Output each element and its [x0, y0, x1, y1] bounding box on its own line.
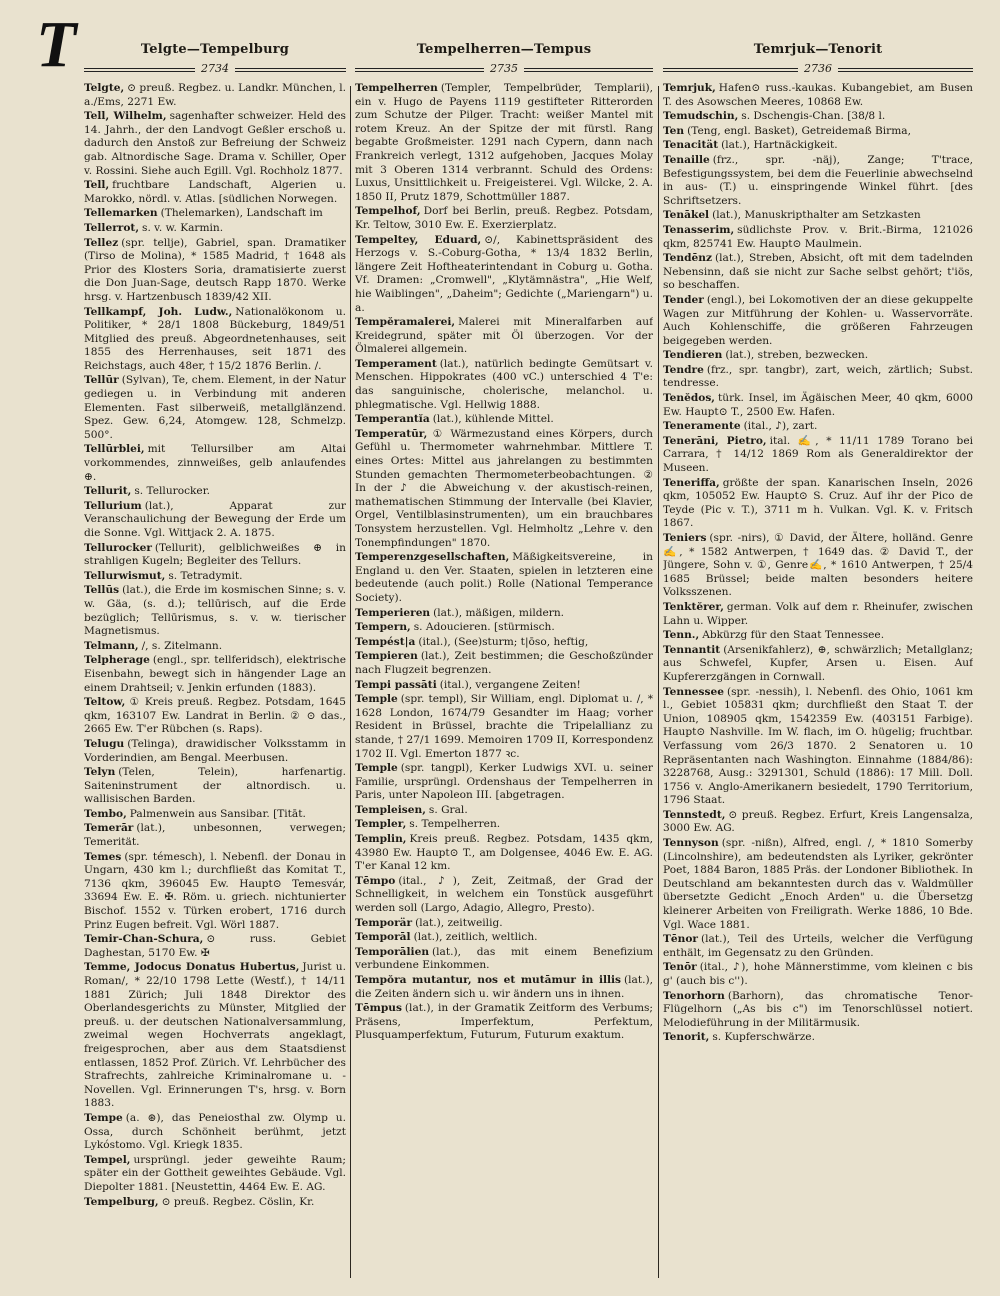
entry-text: ⊙/, Kabinettspräsident des Herzogs v. S.-Coburg-Gotha, * 13/4 1832 Berlin, längere Zeit Hoftheaterintendant in Coburg u. Gotha. Vf. Dramen: „Cromwell", „Klytämnästra", „Hie Welf, hie Waiblingen", „Daheim"; Gedichte („Mariengarn") u. a.: [355, 233, 653, 314]
dictionary-entry: [84, 584, 346, 638]
entry-text: ⊙ preuß. Regbez. u. Landkr. München, l. a./Ems, 2271 Ew.: [84, 82, 346, 108]
entry-headword: Tēnor: [663, 933, 698, 946]
entry-headword: Telmann,: [84, 639, 139, 652]
dictionary-entry: [84, 570, 346, 584]
entry-headword: Temme, Jodocus Donatus Hubertus,: [84, 961, 300, 974]
entry-text: /, s. Zitelmann.: [141, 639, 223, 652]
entry-text: fruchtbare Landschaft, Algerien u. Marokko, nördl. v. Atlas. [südlichen Norwegen.: [84, 179, 346, 205]
entry-headword: Tellurocker: [84, 541, 152, 554]
entry-text: ⊙ preuß. Regbez. Erfurt, Kreis Langensalza, 3000 Ew. AG.: [663, 808, 973, 835]
dictionary-entry: [355, 875, 653, 916]
entry-text: (lat.), die Erde im kosmischen Sinne; s. v. w. Gäa, (s. d.); tellūrisch, auf die Erde bezüglich; Tellūrismus, s. v. w. tierischer Magnetismus.: [84, 584, 346, 638]
entry-headword: Tellūs: [84, 584, 120, 597]
entry-headword: Temperenzgesellschaften,: [355, 551, 510, 564]
entry-headword: Temperament: [355, 357, 437, 370]
entry-headword: Tempŏra mutantur, nos et mutāmur in illis: [355, 974, 622, 986]
entry-text: Kreis preuß. Regbez. Potsdam, 1435 qkm, 43980 Ew. Haupt⊙ T., am Dolgensee, 4046 Ew. E. AG. T'er Kanal 12 km.: [355, 833, 653, 873]
dictionary-entry: [84, 500, 346, 541]
entry-text: Palmenwein aus Sansibar. [Titāt.: [129, 807, 306, 820]
dictionary-entry: [355, 946, 653, 973]
dictionary-entry: [84, 1112, 346, 1153]
entry-text: (ital., ♪), zart.: [743, 420, 818, 433]
entry-text: (Teng, engl. Basket), Getreidemaß Birma,: [687, 124, 911, 137]
entry-text: Mäßigkeitsvereine, in England u. den Ver. Staaten, spielen in letzteren eine bedeutende (auch polit.) Rolle (National Temperance Society).: [355, 551, 653, 604]
dictionary-entry: [84, 961, 346, 1111]
dictionary-entry: [663, 961, 973, 988]
entry-text: türk. Insel, im Ägäischen Meer, 40 qkm, 6000 Ew. Haupt⊙ T., 2500 Ew. Hafen.: [663, 392, 973, 418]
dictionary-entry: [663, 224, 973, 251]
dictionary-entry: [84, 851, 346, 933]
entry-headword: Temerār: [84, 822, 134, 835]
dictionary-entry: [663, 601, 973, 628]
dictionary-entry: [355, 762, 653, 803]
dictionary-entry: [663, 392, 973, 419]
entry-text: Jurist u. Roman/, * 22/10 1798 Lette (Westf.), † 14/11 1881 Zürich; Juli 1848 Direktor des Oberlandesgerichts zu Münster, Mitglied der preuß. u. der deutschen Nationalversammlung, zweimal wegen Hochverrats angeklagt, freigesprochen, aber aus dem Staatsdienst entlassen, 1852 Prof. Zürich. Vf. Lehrbücher des Strafrechts, zahlreiche Kriminalromane u. -Novellen. Vgl. Erinnerungen T's, hrsg. v. Born 1883.: [84, 961, 346, 1110]
dictionary-entry: [84, 485, 346, 499]
entry-text: s. Kupferschwärze.: [712, 1031, 815, 1044]
entry-text: (lat.), Manuskripthalter am Setzkasten: [712, 209, 921, 222]
dictionary-entry: [663, 125, 973, 139]
dictionary-entry: [84, 207, 346, 221]
column-3: [663, 40, 973, 1280]
entry-headword: Tellemarken: [84, 207, 158, 220]
entry-text: (Tellurit), gelblichweißes ⊕ in strahligen Kugeln; Begleiter des Tellurs.: [84, 541, 346, 568]
dictionary-entry: [84, 1196, 346, 1210]
entry-text: s. Dschengis-Chan. [38/8 l.: [741, 110, 886, 123]
entry-text: (Templer, Tempelbrüder, Templarii), ein v. Hugo de Payens 1119 gestifteter Ritterorden zum Schutze der Pilger. Tracht: weißer Mantel mit rotem Kreuz. An der Spitze der mit fürstl. Rang begabte Großmeister. 1291 nach Cypern, dann nach Frankreich verlegt, 1312 aufgehoben, Jacques Molay mit 3 Oberen 1314 verbrannt. Schuld des Ordens: Luxus, Unsittlichkeit u. Freigeisterei. Vgl. Wilcke, 2. A. 1850 II, Prutz 1879, Schottmüller 1887.: [355, 82, 653, 203]
entry-headword: Templeisen,: [355, 803, 426, 816]
entry-headword: Tendēnz: [663, 252, 712, 265]
column-1-entries: [84, 82, 346, 1209]
column-3-entries: [663, 82, 973, 1045]
entry-text: (lat.), unbesonnen, verwegen; Temerität.: [84, 822, 346, 849]
entry-headword: Tendre: [663, 363, 704, 376]
dictionary-entry: [663, 644, 973, 685]
entry-headword: Tenākel: [663, 209, 710, 222]
entry-headword: Temrjuk,: [663, 82, 716, 94]
entry-text: (lat.), Teil des Urteils, welcher die Verfügung enthält, im Gegensatz zu den Gründen.: [663, 933, 973, 959]
entry-text: (lat.), in der Gramatik Zeitform des Verbums; Präsens, Imperfektum, Perfektum, Plusquamperfektum, Futurum, Futurum exaktum.: [355, 1002, 653, 1042]
entry-headword: Tempi passāti: [355, 678, 437, 691]
dictionary-entry: [663, 154, 973, 208]
entry-headword: Temperieren: [355, 606, 431, 619]
entry-headword: Telyn: [84, 766, 116, 779]
entry-text: s. Gral.: [428, 803, 468, 816]
dictionary-entry: [84, 237, 346, 305]
entry-text: (ital.), (See)sturm; t|ōso, heftig,: [418, 635, 589, 648]
entry-headword: Tempelherren: [355, 82, 438, 94]
entry-headword: Tellez: [84, 236, 119, 249]
entry-text: Abkürzg für den Staat Tennessee.: [702, 629, 885, 642]
dictionary-entry: [84, 738, 346, 765]
dictionary-entry: [84, 222, 346, 236]
entry-headword: Tellkampf, Joh. Ludw.,: [84, 305, 233, 318]
entry-headword: Tenōr: [663, 961, 697, 974]
entry-text: ⊙ russ. Gebiet Daghestan, 5170 Ew. ✠: [84, 933, 346, 959]
entry-text: (Arsenikfahlerz), ⊕, schwärzlich; Metallglanz; aus Schwefel, Kupfer, Arsen u. Eisen. Auf Kupfererzgängen in Cornwall.: [663, 643, 973, 683]
entry-headword: Tennantit: [663, 643, 721, 656]
entry-headword: Tellurit,: [84, 485, 132, 498]
dictionary-entry: [663, 1031, 973, 1045]
entry-headword: Tenn.,: [663, 629, 700, 642]
entry-text: mit Tellursilber am Altai vorkommendes, zinnweißes, gelb anlaufendes ⊕.: [84, 443, 346, 483]
dictionary-entry: [663, 686, 973, 808]
dictionary-entry: [84, 110, 346, 178]
entry-headword: Telugu: [84, 737, 125, 750]
entry-text: (lat.), die Zeiten ändern sich u. wir ändern uns in ihnen.: [355, 974, 653, 1000]
page-number-2: 2735: [484, 62, 524, 75]
dictionary-entry: [355, 428, 653, 550]
dictionary-entry: [355, 974, 653, 1001]
column-3-rule: [663, 64, 973, 76]
dictionary-entry: [355, 804, 653, 818]
dictionary-entry: [663, 252, 973, 293]
entry-headword: Tempel,: [84, 1153, 131, 1166]
entry-headword: Teltow,: [84, 696, 126, 709]
entry-text: (lat.), Apparat zur Veranschaulichung der Bewegung der Erde um die Sonne. Vgl. Wittjack 2. A. 1875.: [84, 499, 346, 539]
dictionary-entry: [84, 542, 346, 569]
entry-text: ursprüngl. jeder geweihte Raum; später ein der Gottheit geweihtes Gebäude. Vgl. Diepolter 1881. [Neustettin, 4464 Ew. E. AG.: [84, 1153, 346, 1193]
column-2: [355, 40, 653, 1280]
entry-text: (spr. templ), Sir William, engl. Diplomat u. /, * 1628 London, 1674/79 Gesandter im Haag; vorher Resident in Brüssel, brachte die Tripelallianz zu stande, † 27/1 1699. Memoiren 1709 II, Korrespondenz 1702 II. Vgl. Emerton 1877 ꝛc.: [355, 693, 653, 760]
entry-headword: Tēmpus: [355, 1002, 402, 1015]
dictionary-entry: [663, 532, 973, 600]
entry-headword: Tenerāni, Pietro,: [663, 434, 767, 447]
entry-text: südlichste Prov. v. Brit.-Birma, 121026 qkm, 825741 Ew. Haupt⊙ Maulmein.: [663, 223, 973, 250]
dictionary-entry: [84, 306, 346, 374]
entry-text: (lat.), natürlich bedingte Gemütsart v. Menschen. Hippokrates (400 vC.) unterschied 4 T'e: das sanguinische, cholerische, melanchol. u. phlegmatische. Vgl. Hellwig 1888.: [355, 357, 653, 411]
entry-headword: Temporär: [355, 916, 413, 929]
entry-text: s. Tetradymit.: [168, 569, 243, 582]
entry-headword: Temple: [355, 693, 398, 706]
entry-text: (lat.), Streben, Absicht, oft mit dem tadelnden Nebensinn, daß sie nicht zur Sache selbst gehört; t'iös, so beschaffen.: [663, 252, 973, 292]
entry-headword: Ten: [663, 124, 685, 137]
column-2-header: Tempelherren—Tempus: [416, 42, 592, 57]
entry-headword: Tenacität: [663, 139, 719, 152]
dictionary-entry: [355, 316, 653, 357]
entry-text: (ital., ♪), Zeit, Zeitmaß, der Grad der Schnelligkeit, in welchem ein Tonstück ausgeführt werden soll (Largo, Adagio, Allegro, Presto).: [355, 874, 653, 915]
dictionary-entry: [84, 766, 346, 807]
page-number-3: 2736: [798, 62, 838, 75]
dictionary-entry: [355, 1002, 653, 1043]
entry-text: (frz., spr. -näj), Zange; T'trace, Befestigungssystem, bei dem die Feuerlinie abwechselnd in aus- (T.) u. einspringende Winkel führt. [des Schriftsetzers.: [663, 153, 973, 207]
dictionary-entry: [355, 551, 653, 605]
entry-text: (Telen, Telein), harfenartig. Saiteninstrument der altnordisch. u. wallisischen Barden.: [84, 766, 346, 806]
dictionary-entry: [355, 358, 653, 412]
entry-text: (spr. tellje), Gabriel, span. Dramatiker (Tirso de Molina), * 1585 Madrid, † 1648 als Prior des Klosters Soria, dramatisierte zuerst die Don Juan-Sage, deutsch Rapp 1870. Werke hrsg. v. Hartzenbusch 1839/42 XII.: [84, 236, 346, 303]
entry-headword: Tellūrblei,: [84, 443, 145, 456]
column-2-rule: [355, 64, 653, 76]
entry-text: Hafen⊙ russ.-kaukas. Kubangebiet, am Busen T. des Asowschen Meeres, 10868 Ew.: [663, 82, 973, 108]
dictionary-entry: [84, 640, 346, 654]
entry-headword: Tell,: [84, 179, 110, 192]
entry-text: (spr. -nirs), ① David, der Ältere, holländ. Genre✍, * 1582 Antwerpen, † 1649 das. ② David T., der Jüngere, Sohn v. ①, Genre✍, * 1610 Antwerpen, † 25/4 1685 Brüssel; beide malten besonders heitere Volksszenen.: [663, 532, 973, 599]
column-1: [84, 40, 346, 1280]
dictionary-entry: [84, 82, 346, 109]
entry-headword: Tennyson: [663, 837, 719, 850]
entry-headword: Temple: [355, 762, 398, 775]
entry-headword: Tempieren: [355, 650, 418, 663]
entry-headword: Tenasserim,: [663, 223, 735, 236]
entry-text: (spr. -nißn), Alfred, engl. /, * 1810 Somerby (Lincolnshire), am bedeutendsten als Lyriker, gekrönter Poet, 1884 Baron, 1885 Präs. der Londoner Bibliothek. In Deutschland am bekanntesten durch das v. Waldmüller übersetzte Gedicht „Enoch Arden" u. die Übersetzg kleinerer Arbeiten von Freiligrath. Werke 1886, 10 Bde. Vgl. Wace 1881.: [663, 837, 973, 931]
entry-text: (a. ⊛), das Peneiosthal zw. Olymp u. Ossa, durch Schönheit berühmt, jetzt Lykóstomo. Vgl. Kriegk 1835.: [84, 1111, 346, 1152]
entry-headword: Tenorit,: [663, 1031, 710, 1044]
dictionary-entry: [355, 82, 653, 204]
dictionary-entry: [663, 933, 973, 960]
entry-text: (ital.), vergangene Zeiten!: [439, 678, 581, 691]
dictionary-entry: [355, 636, 653, 650]
entry-text: (spr. tangpl), Kerker Ludwigs XVI. u. seiner Familie, ursprüngl. Ordenshaus der Tempelherren in Paris, unter Napoleon III. [abgetragen.: [355, 762, 653, 802]
entry-text: (Telinga), drawidischer Volksstamm in Vorderindien, am Bengal. Meerbusen.: [84, 737, 346, 764]
entry-headword: Teneriffa,: [663, 476, 720, 489]
dictionary-entry: [663, 209, 973, 223]
entry-text: (lat.), zeitlich, weltlich.: [413, 931, 538, 944]
entry-headword: Tenaille: [663, 153, 710, 166]
section-letter: T: [36, 8, 77, 81]
dictionary-entry: [355, 234, 653, 316]
entry-text: german. Volk auf dem r. Rheinufer, zwischen Lahn u. Wipper.: [663, 600, 973, 627]
dictionary-entry: [663, 477, 973, 531]
dictionary-entry: [84, 696, 346, 737]
column-divider-2: [658, 86, 659, 1278]
dictionary-entry: [663, 349, 973, 363]
entry-text: (spr. témesch), l. Nebenfl. der Donau in Ungarn, 430 km l.; durchfließt das Komitat T., 7136 qkm, 396045 Ew. Haupt⊙ Temesvár, 33694 Ew. E. ✠. Röm. u. griech. nichtunierter Bischof. 1552 v. Türken erobert, 1716 durch Prinz Eugen befreit. Vgl. Wörl 1887.: [84, 850, 346, 931]
entry-text: (frz., spr. tangbr), zart, weich, zärtlich; Subst. tendresse.: [663, 363, 973, 390]
page-number-1: 2734: [195, 62, 235, 75]
column-3-header: Temrjuk—Tenorit: [753, 42, 883, 57]
entry-text: s. Adoucieren. [stürmisch.: [413, 621, 555, 634]
dictionary-entry: [663, 420, 973, 434]
dictionary-entry: [663, 82, 973, 109]
dictionary-entry: [84, 1154, 346, 1195]
dictionary-entry: [355, 931, 653, 945]
dictionary-entry: [84, 933, 346, 960]
dictionary-entry: [663, 809, 973, 836]
entry-text: sagenhafter schweizer. Held des 14. Jahrh., der den Landvogt Geßler erschoß u. dadurch den Anstoß zur Befreiung der Schweiz gab. Altnordische Sage. Drama v. Schiller, Oper v. Rossini. Siehe auch Egill. Vgl. Rochholz 1877.: [84, 110, 346, 177]
entry-headword: Tender: [663, 293, 704, 306]
entry-headword: Tenĕdos,: [663, 392, 715, 405]
entry-text: (lat.), mäßigen, mildern.: [433, 606, 565, 619]
dictionary-entry: [355, 607, 653, 621]
column-1-rule: [84, 64, 346, 76]
dictionary-entry: [663, 990, 973, 1031]
entry-headword: Telgte,: [84, 82, 125, 94]
entry-text: s. v. w. Karmin.: [142, 221, 224, 234]
entry-headword: Temperantĭa: [355, 413, 430, 426]
dictionary-entry: [663, 837, 973, 932]
entry-headword: Tempelburg,: [84, 1195, 159, 1208]
entry-headword: Tempern,: [355, 621, 411, 634]
entry-headword: Temporālien: [355, 945, 430, 958]
dictionary-entry: [663, 629, 973, 643]
entry-text: Nationalökonom u. Politiker, * 28/1 1808 Bückeburg, 1849/51 Mitglied des preuß. Abgeordnetenhauses, seit 1855 des Herrenhauses, seit 1871 des Reichstags, auch 48er, † 15/2 1876 Berlin. /.: [84, 305, 346, 372]
dictionary-entry: [84, 179, 346, 206]
entry-text: (ital., ♪), hohe Männerstimme, vom kleinen c bis g' (auch bis c'').: [663, 961, 973, 987]
column-2-entries: [355, 82, 653, 1043]
dictionary-entry: [355, 917, 653, 931]
entry-text: Dorf bei Berlin, preuß. Regbez. Potsdam, Kr. Teltow, 3010 Ew. E. Exerzierplatz.: [355, 205, 653, 231]
entry-headword: Temes: [84, 850, 122, 863]
dictionary-entry: [663, 110, 973, 124]
entry-headword: Tennstedt,: [663, 808, 726, 821]
entry-text: (Sylvan), Te, chem. Element, in der Natur gediegen u. in Verbindung mit anderen Elementen. Fast silberweiß, metallglänzend. Spez. Gew. 6,24, Atomgew. 128, Schmelzp. 500°.: [84, 374, 346, 441]
entry-headword: Temudschin,: [663, 110, 739, 123]
dictionary-entry: [355, 679, 653, 693]
dictionary-entry: [355, 621, 653, 635]
entry-headword: Tempe: [84, 1111, 123, 1124]
dictionary-entry: [663, 435, 973, 476]
entry-text: ① Kreis preuß. Regbez. Potsdam, 1645 qkm, 163107 Ew. Landrat in Berlin. ② ⊙ das., 2665 Ew. T'er Rübchen (s. Raps).: [84, 696, 346, 736]
dictionary-entry: [84, 808, 346, 822]
dictionary-entry: [84, 374, 346, 442]
entry-headword: Temir-Chan-Schura,: [84, 933, 204, 946]
entry-text: Malerei mit Mineralfarben auf Kreidegrund, später mit Öl überzogen. Vor der Ölmalerei allgemein.: [355, 316, 653, 356]
entry-text: (lat.), Hartnäckigkeit.: [721, 139, 838, 152]
entry-text: (Thelemarken), Landschaft im: [160, 207, 323, 220]
column-1-header: Telgte—Tempelburg: [140, 42, 290, 57]
dictionary-entry: [355, 650, 653, 677]
entry-text: ⊙ preuß. Regbez. Cöslin, Kr.: [161, 1195, 315, 1208]
entry-text: ① Wärmezustand eines Körpers, durch Gefühl u. Thermometer wahrnehmbar. Mittlere T. eines Ortes: Mittel aus jahrelangen zu bestimmten Stunden gemachten Thermometerbeobachtungen. ② In der ♪ die Abweichung v. der akustisch-reinen, mathematischen Stimmung der Intervalle (bei Klavier, Orgel, Ventilblasinstrumenten), um ein brauchbares Tonsystem herzustellen. Vgl. Helmholtz „Lehre v. den Tonempfindungen" 1870.: [355, 427, 653, 549]
dictionary-entry: [355, 413, 653, 427]
entry-headword: Temporāl: [355, 931, 411, 944]
entry-headword: Teneramente: [663, 420, 741, 433]
entry-headword: Templin,: [355, 833, 407, 846]
dictionary-entry: [355, 833, 653, 874]
entry-headword: Tendieren: [663, 349, 723, 362]
entry-text: (spr. -nessih), l. Nebenfl. des Ohio, 1061 km l., Gebiet 105831 qkm; durchfließt den Staat T. der Union, 108905 qkm, 1542359 Ew. (403151 Farbige). Haupt⊙ Nashville. Im W. flach, im O. hügelig; fruchtbar. Verfassung vom 26/3 1870. 2 Senatoren u. 10 Repräsentanten nach Washington. Einnahme (1884/86): 3228768, Ausg.: 3291301, Schuld (1886): 17 Mill. Doll. 1756 v. Anglo-Amerikanern besiedelt, 1790 Territorium, 1796 Staat.: [663, 685, 973, 807]
dictionary-entry: [663, 294, 973, 348]
entry-headword: Tell, Wilhelm,: [84, 110, 167, 123]
entry-headword: Tellurwismut,: [84, 569, 166, 582]
entry-text: (lat.), Zeit bestimmen; die Geschoßzünder nach Flugzeit begrenzen.: [355, 650, 653, 676]
entry-text: s. Tellurocker.: [134, 485, 210, 498]
column-divider-1: [350, 86, 351, 1278]
entry-text: (lat.), das mit einem Benefizium verbundene Einkommen.: [355, 945, 653, 972]
entry-headword: Tellurium: [84, 499, 142, 512]
entry-text: (Barhorn), das chromatische Tenor-Flügelhorn („As bis c") im Tenorschlüssel notiert. Melodieführung in der Militärmusik.: [663, 989, 973, 1029]
entry-headword: Tēmpo: [355, 874, 396, 887]
entry-text: (engl., spr. tellferidsch), elektrische Eisenbahn, bewegt sich in hängender Lage an einem Drahtseil; v. Jenkin erfunden (1883).: [84, 654, 346, 694]
dictionary-entry: [355, 693, 653, 761]
dictionary-entry: [84, 443, 346, 484]
entry-headword: Temperatūr,: [355, 427, 428, 440]
dictionary-entry: [663, 364, 973, 391]
entry-headword: Tempést|a: [355, 635, 416, 648]
entry-headword: Tennessee: [663, 685, 724, 698]
entry-headword: Tempeltey, Eduard,: [355, 233, 482, 246]
dictionary-entry: [355, 818, 653, 832]
entry-text: ital. ✍, * 11/11 1789 Torano bei Carrara, † 14/12 1869 Rom als Generaldirektor der Museen.: [663, 434, 973, 475]
entry-headword: Tempelhof,: [355, 205, 421, 218]
entry-text: größte der span. Kanarischen Inseln, 2026 qkm, 105052 Ew. Haupt⊙ S. Cruz. Auf ihr der Pico de Teyde (Pic v. T.), 3711 m h. Vulkan. Vgl. K. v. Fritsch 1867.: [663, 476, 973, 530]
dictionary-entry: [663, 139, 973, 153]
entry-text: (lat.), kühlende Mittel.: [432, 413, 554, 426]
entry-text: (engl.), bei Lokomotiven der an diese gekuppelte Wagen zur Mitführung der Kohlen- u. Wasservorräte. Auch Kohlenschiffe, die größeren Fahrzeugen beigegeben werden.: [663, 293, 973, 347]
entry-headword: Tempĕramalerei,: [355, 316, 456, 329]
dictionary-entry: [355, 205, 653, 232]
entry-headword: Tellūr: [84, 374, 119, 387]
entry-headword: Tenktĕrer,: [663, 600, 724, 613]
dictionary-entry: [84, 654, 346, 695]
dictionary-entry: [84, 822, 346, 849]
entry-text: (lat.), zeitweilig.: [415, 916, 503, 929]
entry-headword: Templer,: [355, 818, 407, 831]
entry-headword: Telpherage: [84, 654, 150, 667]
entry-headword: Teniers: [663, 532, 707, 544]
entry-headword: Tembo,: [84, 807, 127, 820]
entry-headword: Tellerrot,: [84, 221, 140, 234]
entry-headword: Tenorhorn: [663, 989, 725, 1002]
entry-text: (lat.), streben, bezwecken.: [725, 349, 869, 362]
entry-text: s. Tempelherren.: [409, 818, 501, 831]
